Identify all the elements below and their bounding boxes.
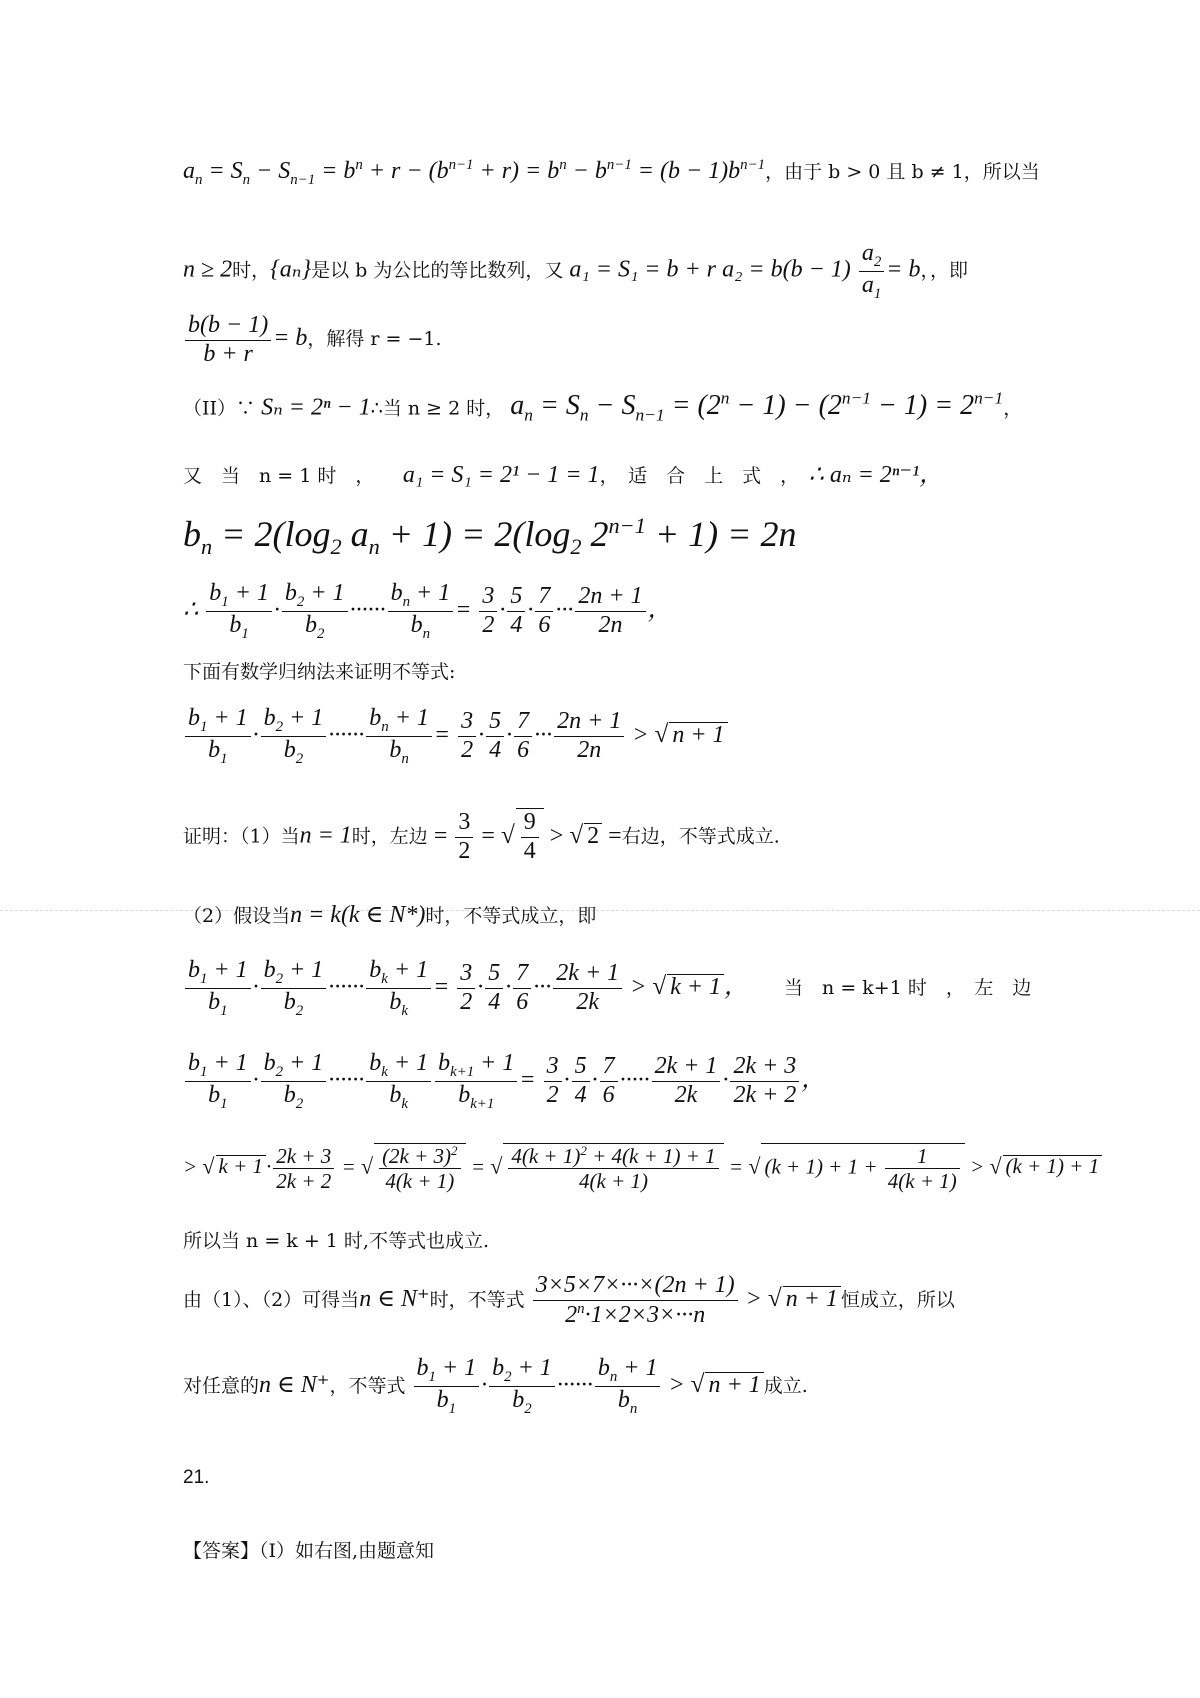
formula-bn: $b_n = 2(\log_2$ $a_n + 1) = 2(\log_2$ $2^{n-1} + 1) = 2n$ [183, 513, 797, 560]
line1-text: ，由于 b > 0 且 b ≠ 1，所以当 [765, 161, 1040, 183]
answer-line [183, 1542, 434, 1561]
induction-intro: 下面有数学归纳法来证明不等式: [183, 661, 456, 683]
line-geometric: n ≥ 2时，{aₙ}是以 b 为公比的等比数列，又 a₁ = S₁ = b + r a₂ = b(b − 1) $\frac{a_2}{a_1}$ = b，，即 [183, 240, 968, 302]
line-n1-check: 又 当 n = 1 时 ， a₁ = S₁ = 2¹ − 1 = 1， 适 合 上 式 ， ∴ aₙ = 2ⁿ⁻¹， [183, 462, 944, 488]
answer-label: 【答案】 [183, 1540, 260, 1562]
combined-conclusion: 由（1）、（2）可得当n ∈ N⁺时，不等式 $\frac{3\times 5\times 7\times\cdot\cdot\cdot\times(2n + 1)}{2^n\cdot 1\times 2\times 3\times\cdot\cdot\cdot n}$ > √ n + 1 恒成立，所以 [183, 1272, 955, 1328]
line-solve-r: $\frac{b(b - 1)}{b + r}$ = b，解得 r = −1. [183, 312, 442, 368]
proof-step-2: （2）假设当n = k(k ∈ N*)时，不等式成立，即 [183, 902, 597, 928]
line-part2: （II）∵ Sₙ = 2ⁿ − 1∴当 n ≥ 2 时， $a_n = S_n - S_{n-1} = (2^n - 1) - (2^{n-1} - 1) = 2^{n-1}$， [183, 389, 1023, 425]
answer-text: （I）如右图,由题意知 [259, 1540, 435, 1562]
conclusion-k1: 所以当 n = k + 1 时,不等式也成立. [183, 1230, 489, 1252]
line-an-derivation: $a_n = S_n - S_{n-1} = b^n + r - (b^{n-1} + r) = b^n - b^{n-1} = (b - 1)b^{n-1}$，由于 b > 0 且 b ≠ 1，所以当 [183, 157, 1040, 188]
final-statement: 对任意的n ∈ N⁺，不等式 $\frac{b_1 + 1}{b_1}$ · $\frac{b_2 + 1}{b_2}$ ······ $\frac{b_n + 1}{b_n}$ > √ n + 1 成立. [183, 1355, 808, 1417]
proof-step-1: 证明：（1）当n = 1时，左边 = $\frac{3}{2}$ = √ $\frac{9}{4}$ > √ 2 =右边，不等式成立. [183, 809, 780, 864]
k-plus-1-line: $\frac{b_1 + 1}{b_1}$ · $\frac{b_2 + 1}{b_2}$ ······ $\frac{b_k + 1}{b_k}$ $\frac{b_{k+1} + 1}{b_{k+1}}$ = $\frac{3}{2}$ · $\frac{5}{4}$ · $\frac{7}{6}$ ····· $\frac{2k + 1}{2k}$ · $\frac{2k + 3}{2k + 2}$ ， [183, 1050, 825, 1113]
fraction-b-expr: $\frac{b(b - 1)}{b + r}$ [185, 312, 271, 368]
page-separator [0, 910, 1200, 911]
inequality-line: $\frac{b_1 + 1}{b_1}$ · $\frac{b_2 + 1}{b_2}$ ······ $\frac{b_n + 1}{b_n}$ = $\frac{3}{2}$ · $\frac{5}{4}$ · $\frac{7}{6}$ ··· $\frac{2n + 1}{2n}$ > √ n + 1 [183, 705, 728, 768]
hypothesis-line: $\frac{b_1 + 1}{b_1}$ · $\frac{b_2 + 1}{b_2}$ ······ $\frac{b_k + 1}{b_k}$ = $\frac{3}{2}$ · $\frac{5}{4}$ · $\frac{7}{6}$ ··· $\frac{2k + 1}{2k}$ > √ k + 1 ， 当 n = k+1 时 ， 左 边 [183, 957, 1023, 1020]
fraction-a2-a1: $\frac{a_2}{a_1}$ [859, 240, 884, 303]
question-number: 21. [183, 1467, 210, 1488]
estimate-line: > √ k + 1 · $\frac{2k + 3}{2k + 2}$ = √ $\frac{(2k + 3)^2}{4(k + 1)}$ = √ $\frac{4(k + 1)^2 + 4(k + 1) + 1}{4(k + 1)}$ = √ (k + 1) + 1 + $\frac{1}{4(k + 1)}$ > √ (k + 1) + 1 [183, 1143, 1102, 1193]
product-line: ∴ $\frac{b_1 + 1}{b_1}$ · $\frac{b_2 + 1}{b_2}$ ······ $\frac{b_n + 1}{b_n}$ = $\frac{3}{2}$ · $\frac{5}{4}$ · $\frac{7}{6}$ ··· $\frac{2n + 1}{2n}$ ， [183, 580, 672, 642]
